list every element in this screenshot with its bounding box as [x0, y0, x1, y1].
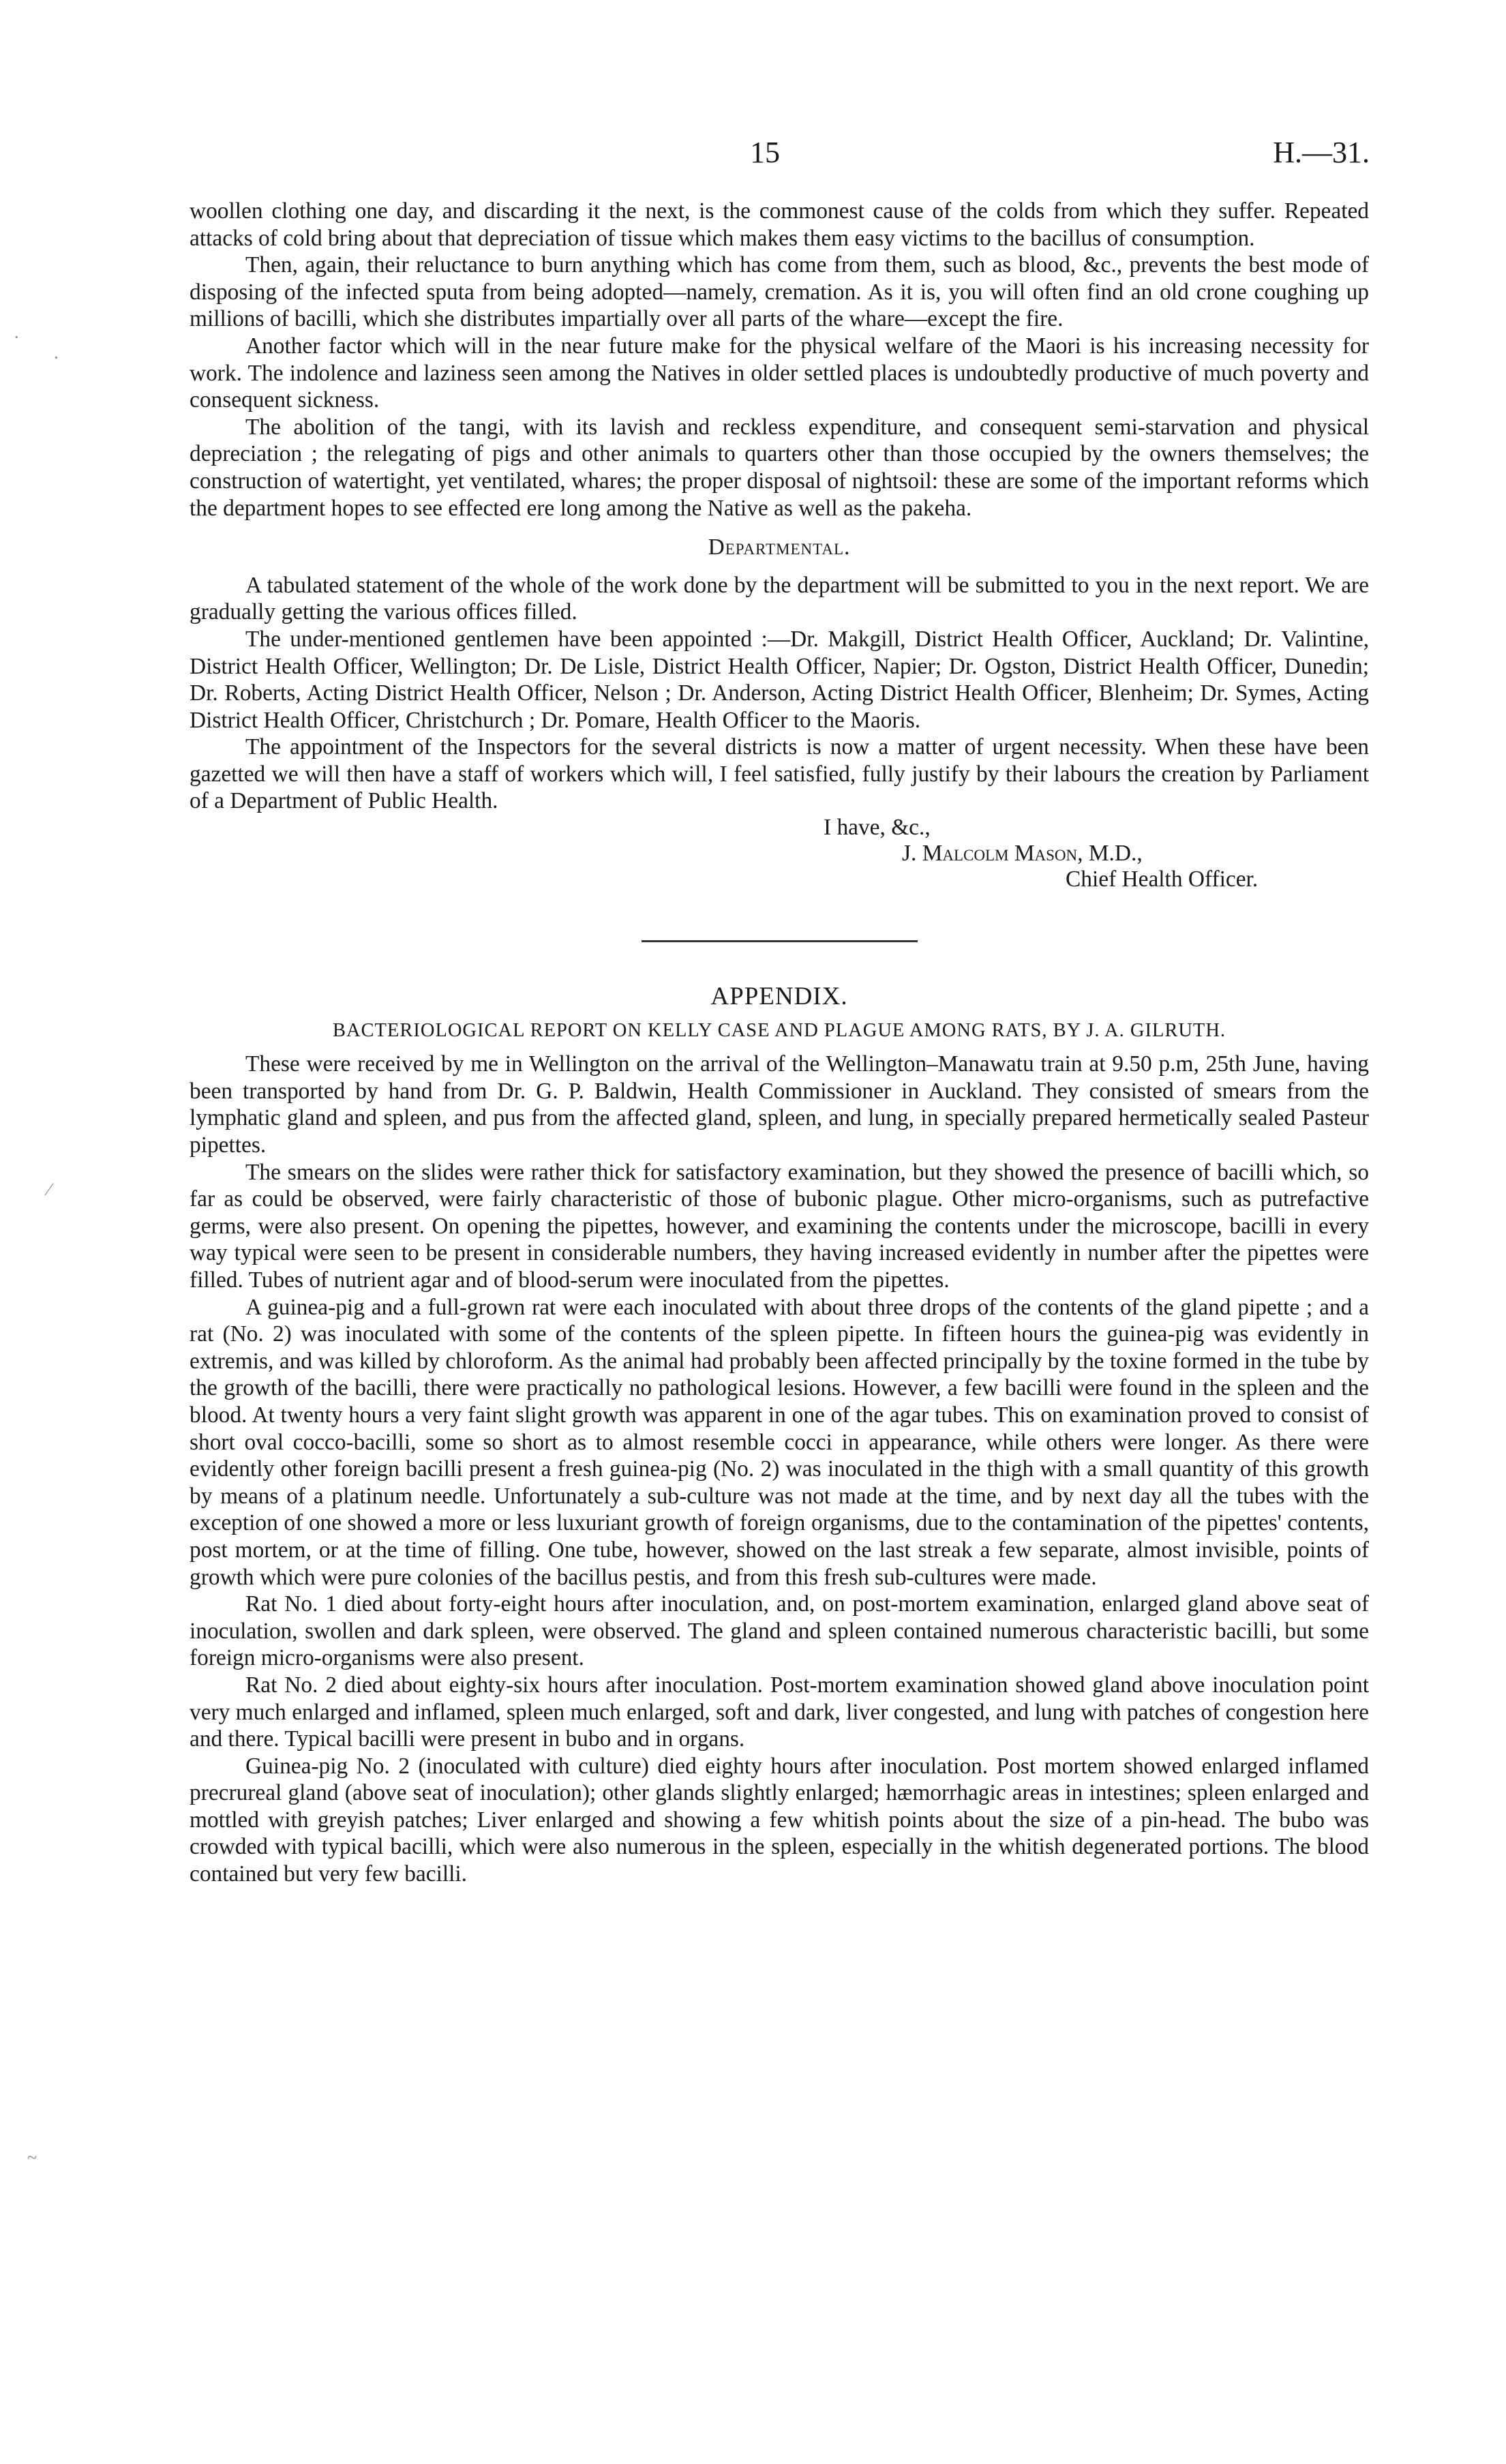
paragraph: The abolition of the tangi, with its lavish and reckless expenditure, and consequent semi-starvation and physical depreciation ; the relegating of pigs and other animals to quarters other than those occupied by the owners themselves; the construction of watertight, yet ventilated, whares; the proper disposal of nightsoil: these are some of the important reforms which the department hopes to see effected ere long among the Native as well as the pakeha.	[190, 414, 1369, 521]
paragraph: The appointment of the Inspectors for the several districts is now a matter of urgent necessity. When these have been gazetted we will then have a staff of workers which will, I feel satisfied, fully justify by their labours the creation by Parliament of a Department of Public Health.	[190, 734, 1369, 814]
appendix-subtitle: BACTERIOLOGICAL REPORT ON KELLY CASE AND PLAGUE AMONG RATS, BY J. A. GILRUTH.	[332, 1019, 1226, 1041]
paragraph: Another factor which will in the near future make for the physical welfare of the Maori is his increasing necessity for work. The indolence and laziness seen among the Natives in older settled places is undoubtedly productive of much poverty and consequent sickness.	[190, 333, 1369, 413]
margin-smudge-icon: ·	[14, 327, 20, 347]
margin-smudge-icon: ~	[27, 2148, 37, 2167]
paragraph: The smears on the slides were rather thick for satisfactory examination, but they showed the presence of bacilli which, so far as could be observed, were fairly characteristic of those of bubonic plague. Other micro-organisms, such as putrefactive germs, were also present. On opening the pipettes, however, and examining the contents under the microscope, bacilli in every way typical were seen to be present in considerable numbers, they having increased evidently in number after the pipettes were filled. Tubes of nutrient agar and of blood-serum were inoculated from the pipettes.	[190, 1159, 1369, 1293]
signature: J. Malcolm Mason, M.D.,	[902, 841, 1143, 867]
signatory-title: Chief Health Officer.	[1066, 867, 1259, 892]
intro-section	[190, 198, 1369, 522]
paragraph: The under-mentioned gentlemen have been appointed :—Dr. Makgill, District Health Officer, Auckland; Dr. Valintine, District Health Officer, Wellington; Dr. De Lisle, District Health Officer, Napier; Dr. Ogston, District Health Officer, Dunedin; Dr. Roberts, Acting District Health Officer, Nelson ; Dr. Anderson, Acting District Health Officer, Blenheim; Dr. Symes, Acting District Health Officer, Christchurch ; Dr. Pomare, Health Officer to the Maoris.	[190, 626, 1369, 733]
document-reference: H.—31.	[1273, 136, 1370, 169]
departmental-section	[190, 572, 1369, 815]
margin-smudge-icon: ·	[53, 348, 59, 367]
page-header	[0, 135, 1506, 176]
paragraph: Rat No. 2 died about eighty-six hours after inoculation. Post-mortem examination showed gland above inoculation point very much enlarged and inflamed, spleen much enlarged, soft and dark, liver congested, and lung with patches of congestion here and there. Typical bacilli were present in bubo and in organs.	[190, 1672, 1369, 1752]
document-body	[190, 198, 1369, 1888]
letter-closing	[190, 815, 1369, 892]
margin-smudge-icon: ⁄	[48, 1180, 51, 1199]
paragraph: These were received by me in Wellington on the arrival of the Wellington–Manawatu train at 9.50 p.m, 25th June, having been transported by hand from Dr. G. P. Baldwin, Health Commissioner in Auckland. They consisted of smears from the lymphatic gland and spleen, and pus from the affected gland, spleen, and lung, in specially prepared hermetically sealed Pasteur pipettes.	[190, 1051, 1369, 1158]
paragraph: Then, again, their reluctance to burn anything which has come from them, such as blood, &c., prevents the best mode of disposing of the infected sputa from being adopted—namely, cremation. As it is, you will often find an old crone coughing up millions of bacilli, which she distributes impartially over all parts of the whare—except the fire.	[190, 252, 1369, 332]
paragraph: woollen clothing one day, and discarding it the next, is the commonest cause of the colds from which they suffer. Repeated attacks of cold bring about that depreciation of tissue which makes them easy victims to the bacillus of consumption.	[190, 198, 1369, 251]
paragraph: Guinea-pig No. 2 (inoculated with culture) died eighty hours after inoculation. Post mortem showed enlarged inflamed precrureal gland (above seat of inoculation); other glands slightly enlarged; hæmorrhagic areas in intestines; spleen enlarged and mottled with greyish patches; Liver enlarged and showing a few whitish points about the size of a pin-head. The bubo was crowded with typical bacilli, which were also numerous in the spleen, especially in the whitish degenerated portions. The blood contained but very few bacilli.	[190, 1753, 1369, 1887]
page-number: 15	[750, 136, 780, 169]
paragraph: Rat No. 1 died about forty-eight hours after inoculation, and, on post-mortem examination, enlarged gland above seat of inoculation, swollen and dark spleen, were observed. The gland and spleen contained numerous characteristic bacilli, but some foreign micro-organisms were also present.	[190, 1591, 1369, 1671]
paragraph: A tabulated statement of the whole of the work done by the department will be submitted to you in the next report. We are gradually getting the various offices filled.	[190, 572, 1369, 625]
section-divider	[642, 940, 918, 942]
appendix-title: APPENDIX.	[710, 982, 848, 1011]
closing-line: I have, &c.,	[824, 815, 931, 841]
appendix-section	[190, 1051, 1369, 1887]
paragraph: A guinea-pig and a full-grown rat were each inoculated with about three drops of the contents of the gland pipette ; and a rat (No. 2) was inoculated with some of the contents of the spleen pipette. In fifteen hours the guinea-pig was evidently in extremis, and was killed by chloroform. As the animal had probably been affected principally by the toxine formed in the tube by the growth of the bacilli, there were practically no pathological lesions. However, a few bacilli were found in the spleen and the blood. At twenty hours a very faint slight growth was apparent in one of the agar tubes. This on examination proved to consist of short oval cocco-bacilli, some so short as to almost resemble cocci in appearance, while others were longer. As there were evidently other foreign bacilli present a fresh guinea-pig (No. 2) was inoculated in the thigh with a small quantity of this growth by means of a platinum needle. Unfortunately a sub-culture was not made at the time, and by next day all the tubes with the exception of one showed a more or less luxuriant growth of foreign organisms, due to the contamination of the pipettes' contents, post mortem, or at the time of filling. One tube, however, showed on the last streak a few separate, almost invisible, points of growth which were pure colonies of the bacillus pestis, and from this fresh sub-cultures were made.	[190, 1294, 1369, 1590]
departmental-heading: Departmental.	[708, 535, 851, 560]
